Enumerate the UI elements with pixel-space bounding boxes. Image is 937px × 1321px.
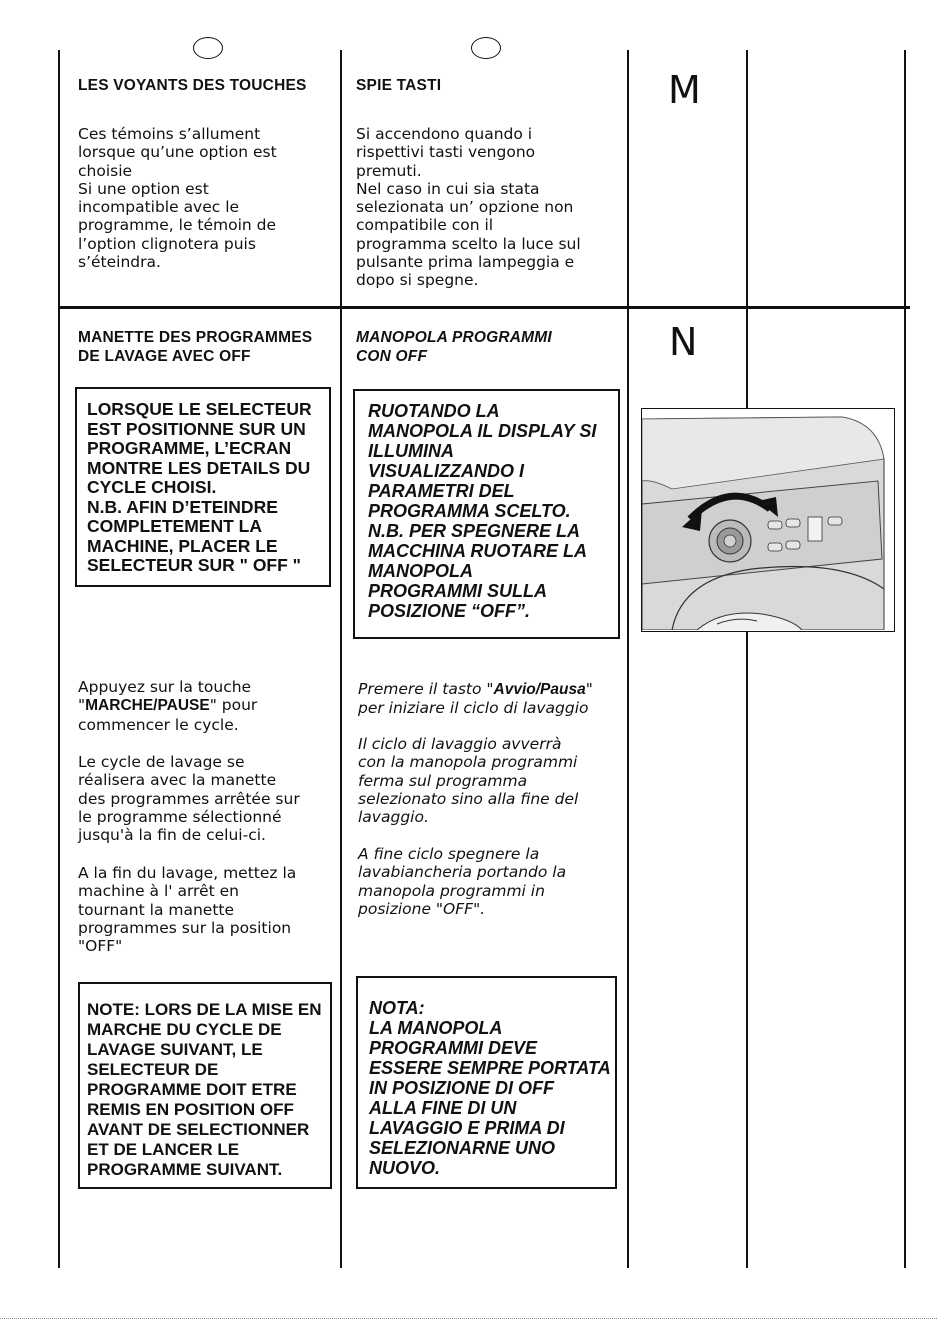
note-box-it xyxy=(356,976,617,1189)
text-fr-start-instructions: Appuyez sur la touche "MARCHE/PAUSE" pour commencer le cycle. xyxy=(78,678,258,734)
heading-it-line1: MANOPOLA PROGRAMMI xyxy=(356,329,552,346)
column-rule-right xyxy=(627,50,629,1268)
section-letter-m: M xyxy=(668,68,701,112)
notice-text-fr: LORSQUE LE SELECTEUR EST POSITIONNE SUR UN PROGRAMME, L’ECRAN MONTRE LES DETAILS DU CYCLE CHOISI. N.B. AFIN D’ETEINDRE COMPLETEMENT LA MACHINE, PLACER LE SELECTEUR SUR " OFF " xyxy=(87,399,312,575)
text-fr-indicators: Ces témoins s’allument lorsque qu’une option est choisie Si une option est incompatible avec le programme, le témoin de l’option clignotera puis s’éteindra. xyxy=(78,125,277,272)
note-text-it: NOTA: LA MANOPOLA PROGRAMMI DEVE ESSERE SEMPRE PORTATA IN POSIZIONE DI OFF ALLA FINE DI UN LAVAGGIO E PRIMA DI SELEZIONARNE UNO NUOVO. xyxy=(369,998,611,1178)
text-it-indicators: Si accendono quando i rispettivi tasti vengono premuti. Nel caso in cui sia stata selezionata un’ opzione non compatibile con il programma scelto la luce sul pulsante prima lampeggia e dopo si spegne. xyxy=(356,125,581,290)
heading-fr-program-knob xyxy=(78,328,312,366)
note-text-fr: NOTE: LORS DE LA MISE EN MARCHE DU CYCLE DE LAVAGE SUIVANT, LE SELECTEUR DE PROGRAMME DOIT ETRE REMIS EN POSITION OFF AVANT DE SELECTIONNER ET DE LANCER LE PROGRAMME SUIVANT. xyxy=(87,1000,322,1179)
section-divider xyxy=(58,306,910,309)
page-bottom-edge xyxy=(0,1318,937,1319)
heading-fr-line1: MANETTE DES PROGRAMMES xyxy=(78,329,313,346)
text-it-cycle-info: Il ciclo di lavaggio avverrà con la manopola programmi ferma sul programma selezionato sino alla fine del lavaggio. xyxy=(358,735,579,827)
fr-start-button-label: MARCHE/PAUSE xyxy=(85,697,210,715)
heading-it-indicators: SPIE TASTI xyxy=(356,77,442,94)
column-rule-middle xyxy=(340,50,342,1268)
program-knob-illustration xyxy=(642,409,893,630)
washing-machine-illustration xyxy=(641,408,895,632)
column-rule-outer xyxy=(904,50,906,1268)
note-box-fr xyxy=(78,982,332,1189)
text-it-start-instructions: Premere il tasto "Avvio/Pausa" per iniziare il ciclo di lavaggio xyxy=(358,680,593,718)
notice-box-it xyxy=(353,389,620,639)
it-start-button-label: Avvio/Pausa xyxy=(493,681,586,698)
notice-box-fr xyxy=(75,387,331,587)
section-letter-n: N xyxy=(669,320,698,364)
text-it-end-of-wash: A fine ciclo spegnere la lavabiancheria portando la manopola programmi in posizione "OFF". xyxy=(358,845,567,918)
heading-it-program-knob xyxy=(356,328,552,366)
column-rule-figure-left-lower xyxy=(746,632,748,1268)
heading-fr-line2: DE LAVAGE AVEC OFF xyxy=(78,348,251,365)
language-marker-fr xyxy=(193,37,223,59)
text-fr-end-of-wash: A la fin du lavage, mettez la machine à l' arrêt en tournant la manette programmes sur la position "OFF" xyxy=(78,864,297,956)
heading-it-line2: CON OFF xyxy=(356,348,428,365)
notice-text-it: RUOTANDO LA MANOPOLA IL DISPLAY SI ILLUMINA VISUALIZZANDO I PARAMETRI DEL PROGRAMMA SCELTO. N.B. PER SPEGNERE LA MACCHINA RUOTARE LA MANOPOLA PROGRAMMI SULLA POSIZIONE “OFF”. xyxy=(368,401,597,621)
language-marker-it xyxy=(471,37,501,59)
column-rule-left xyxy=(58,50,60,1268)
text-fr-cycle-info: Le cycle de lavage se réalisera avec la manette des programmes arrêtée sur le programme sélectionné jusqu'à la fin de celui-ci. xyxy=(78,753,300,845)
heading-fr-indicators: LES VOYANTS DES TOUCHES xyxy=(78,77,307,94)
column-rule-figure-left xyxy=(746,50,748,408)
